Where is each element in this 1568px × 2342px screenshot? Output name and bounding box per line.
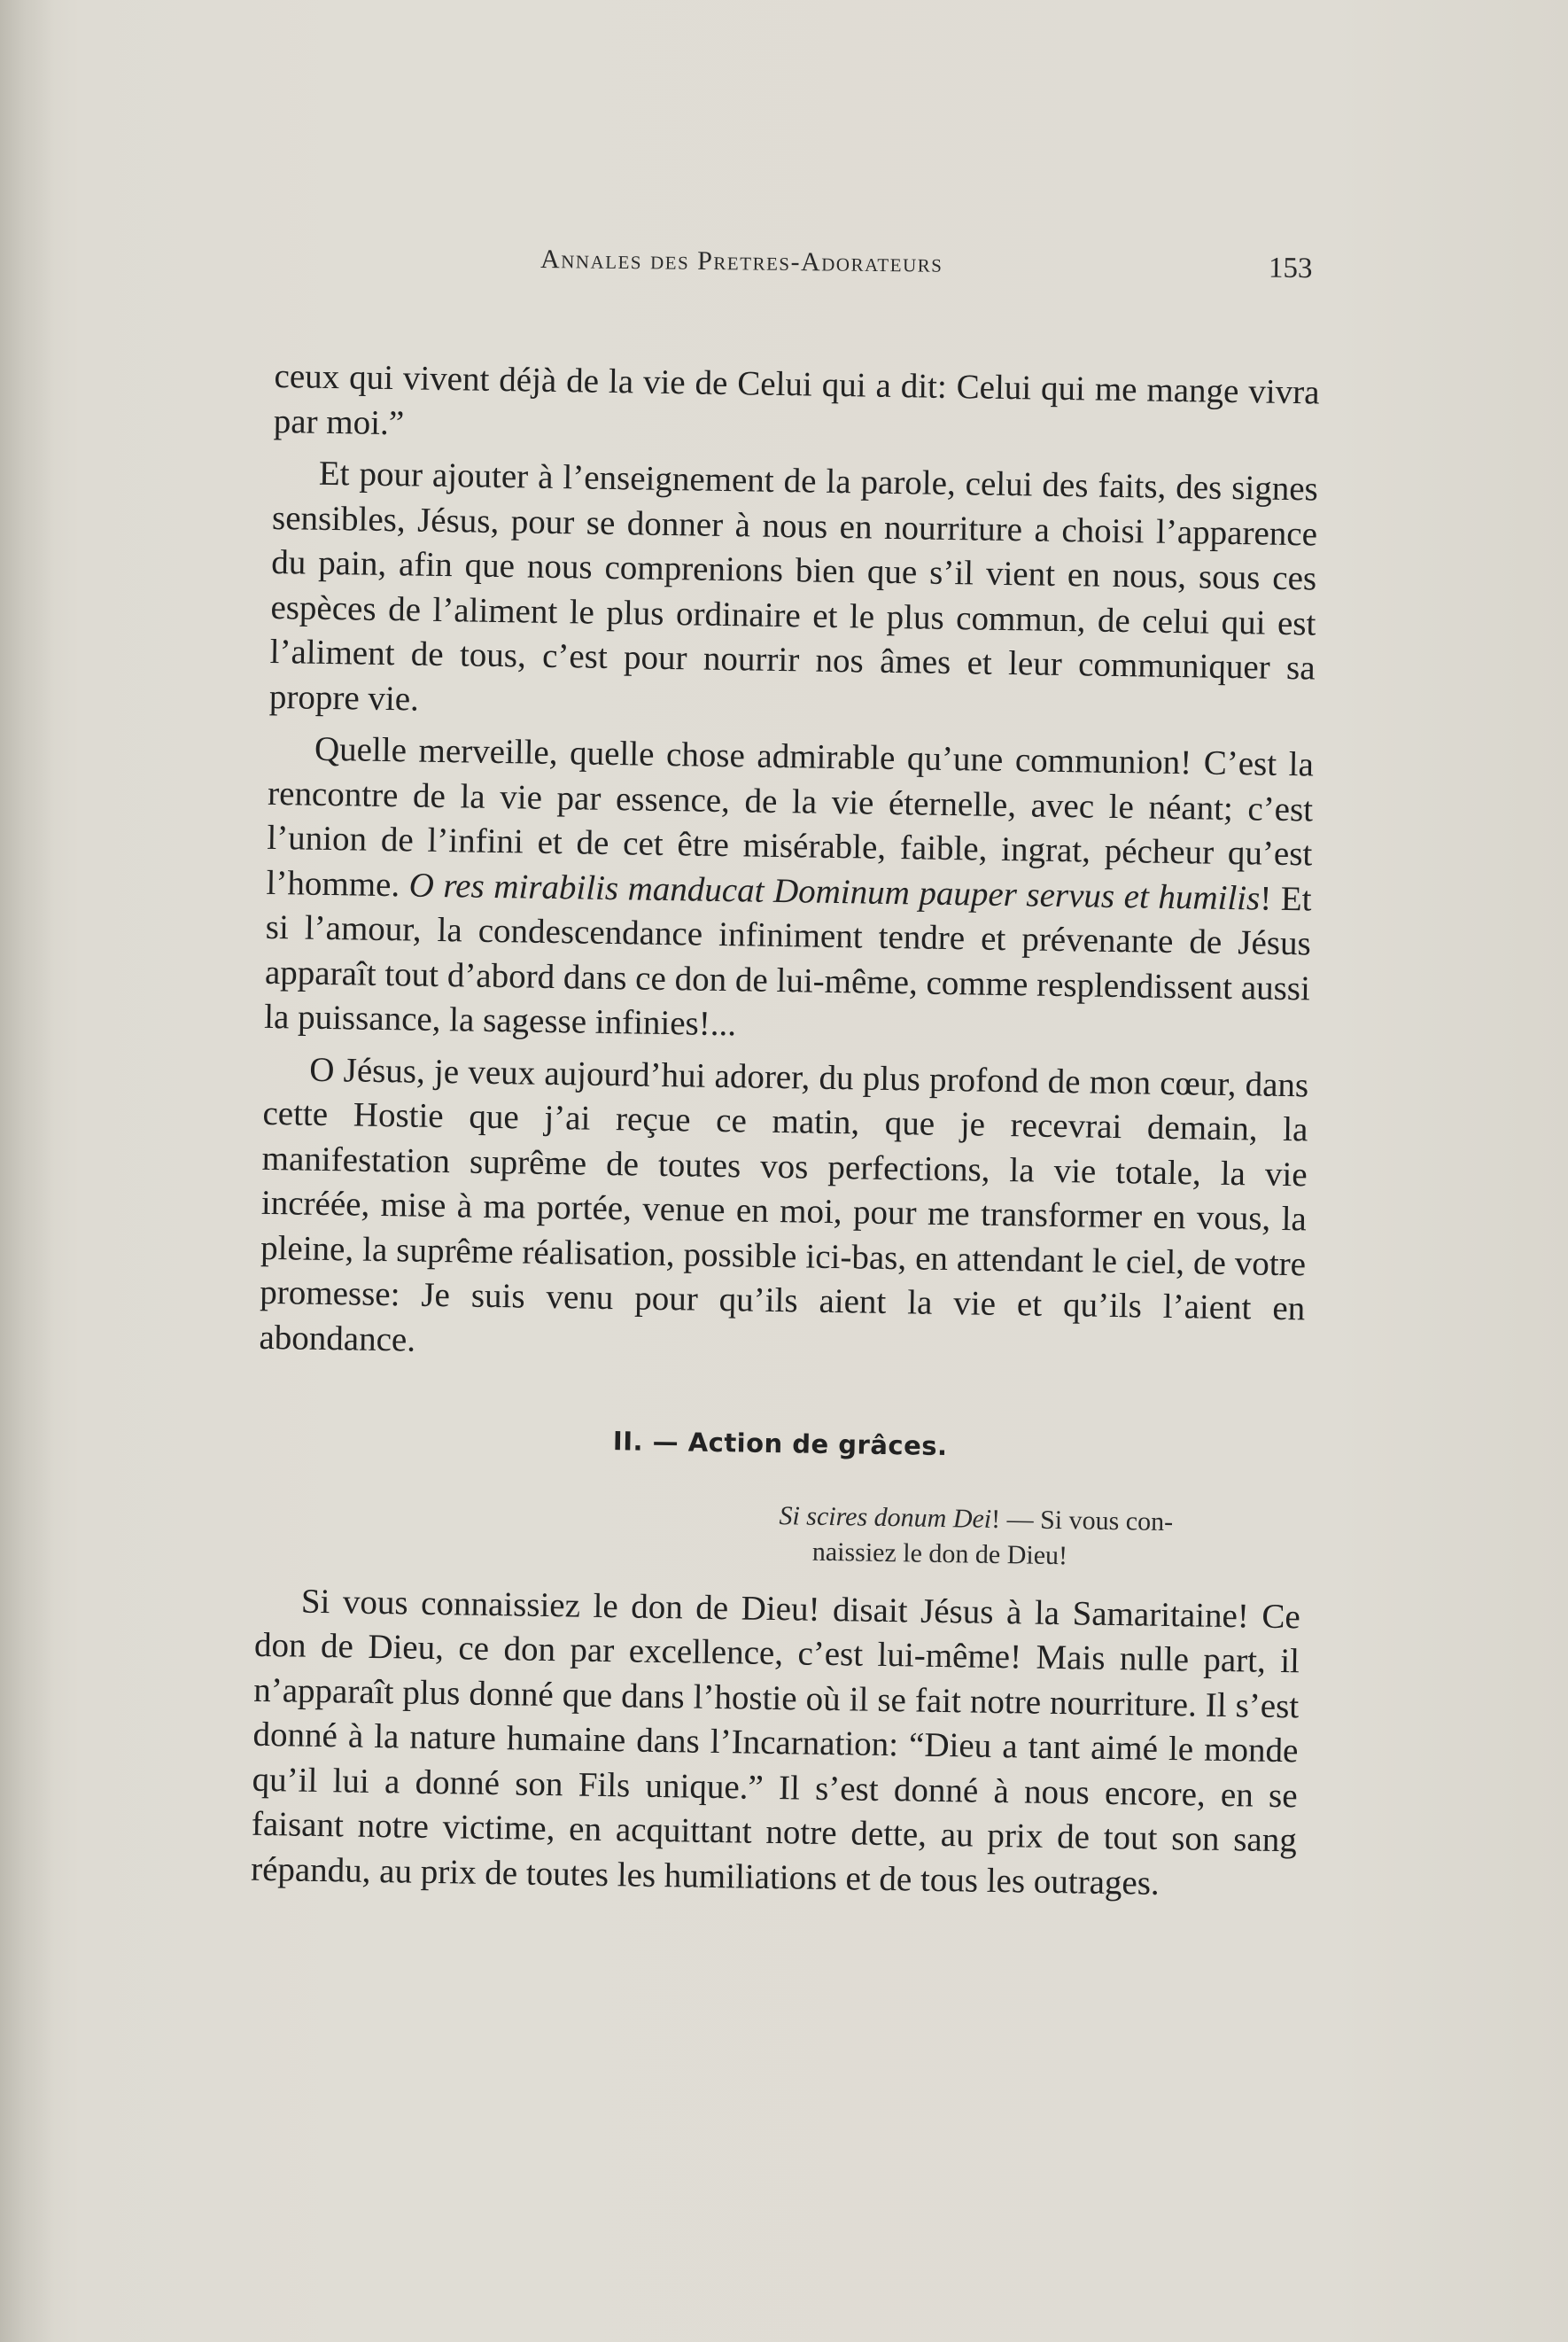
epigraph-translation-1: ! — Si vous con- xyxy=(990,1504,1174,1537)
epigraph-latin: Si scires donum Dei xyxy=(779,1500,992,1534)
latin-quote: O res mirabilis manducat Dominum pauper servus et humilis xyxy=(408,865,1261,918)
paragraph-1: ceux qui vivent déjà de la vie de Celui qui a dit: Celui qui me mange vivra par moi.” xyxy=(273,356,1320,442)
page-header xyxy=(540,237,1321,299)
paragraph-3-text-a: Quelle merveille, quelle chose admirable qu’une communion! C’est la rencontre de la vie par essence, de la vie éternelle, avec le néant; c’est l’union de l’infini et de cet être misérable, faible, ingrat, pécheur qu’est l’homme. xyxy=(266,729,1315,904)
paragraph-2: Et pour ajouter à l’enseignement de la parole, celui des faits, des signes sensibles, Jésus, pour se donner à nous en nourriture a choisi l’apparence du pain, afin que nous comprenions bien que s’il vient en nous, sous ces espèces de l’aliment le plus ordinaire et le plus commun, de celui qui est l’aliment de tous, c’est pour nourrir nos âmes et leur communiquer sa propre vie. xyxy=(268,454,1319,719)
running-head: Annales des Pretres-Adorateurs xyxy=(539,245,943,278)
paragraph-4: O Jésus, je veux aujourd’hui adorer, du plus profond de mon cœur, dans cette Hostie que j’ai reçue ce matin, que je recevrai demain, la manifestation suprême de toutes vos perfections, la vie totale, la vie incréée, mise à ma portée, venue en moi, pour me transformer en vous, la pleine, la suprême réalisation, possible ici-bas, en attendant le ciel, de votre promesse: Je suis venu pour qu’ils aient la vie et qu’ils l’aient en abondance. xyxy=(259,1050,1309,1359)
epigraph xyxy=(256,1490,1302,1577)
paragraph-3-text-b: ! Et si l’amour, la condescendance infiniment tendre et prévenante de Jésus apparaît tout d’abord dans ce don de lui-même, comme resplendissent aussi la puissance, la sagesse infinies!... xyxy=(263,879,1312,1044)
page-number: 153 xyxy=(1268,252,1313,285)
section-heading: II. — Action de grâces. xyxy=(612,1426,948,1462)
paragraph-5: Si vous connaissiez le don de Dieu! disait Jésus à la Samaritaine! Ce don de Dieu, ce don par excellence, c’est lui-même! Mais nulle part, il n’apparaît plus donné que dans l’hostie où il se fait notre nourriture. Il s’est donné à la nature humaine dans l’Incarnation: “Dieu a tant aimé le monde qu’il lui a donné son Fils unique.” Il s’est donné à nous encore, en se faisant notre victime, en acquittant notre dette, au prix de tout son sang répandu, au prix de toutes les humiliations et de tous les outrages. xyxy=(250,1582,1301,1902)
page-gutter-shadow xyxy=(0,0,53,2342)
paragraph-3 xyxy=(264,727,1314,1056)
epigraph-translation-2: naissiez le don de Dieu! xyxy=(811,1537,1068,1570)
body-text xyxy=(251,354,1320,1915)
